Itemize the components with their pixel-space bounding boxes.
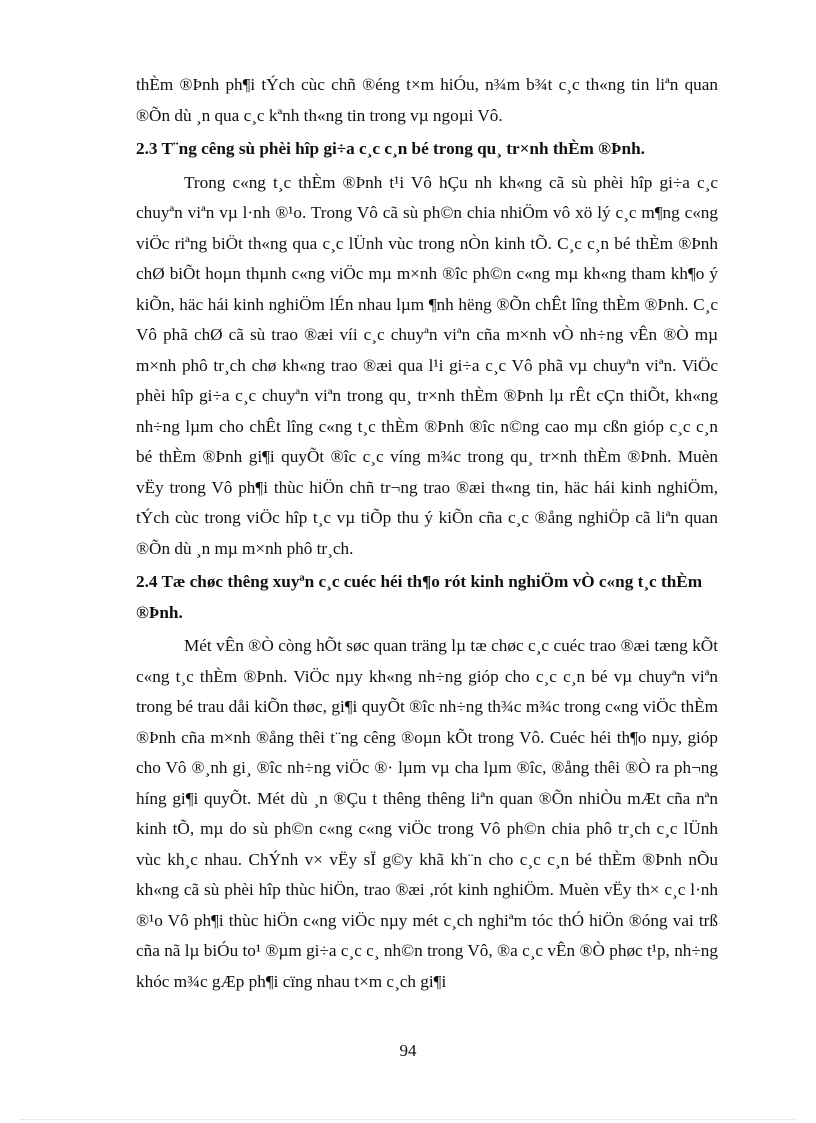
section-2-3-paragraph: Trong c«ng t¸c thÈm ®Þnh t¹i Vô hÇu nh kh«ng cã sù phèi hîp gi÷a c¸c chuyªn viªn vµ l·nh ®¹o. Trong Vô cã sù ph©n chia nhiÖm vô xö lý c¸c m¶ng c«ng viÖc riªng biÖt th«ng qua c¸c lÜnh vùc trong nÒn kinh tÕ. C¸c c¸n bé thÈm ®Þnh chØ biÕt hoµn thµnh c«ng viÖc mµ m×nh ®îc ph©n c«ng mµ kh«ng tham kh¶o ý kiÕn, häc hái kinh nghiÖm lÉn nhau lµm ¶nh hëng ®Õn chÊt lîng thÈm ®Þnh. C¸c Vô phã chØ cã sù trao ®æi víi c¸c chuyªn viªn cña m×nh vÒ nh÷ng vÊn ®Ò mµ m×nh phô tr¸ch chø kh«ng trao ®æi qua l¹i gi÷a c¸c Vô phã vµ chuyªn viªn. ViÖc phèi hîp gi÷a c¸c chuyªn viªn trong qu¸ tr×nh thÈm ®Þnh lµ rÊt cÇn thiÕt, kh«ng nh÷ng lµm cho chÊt lîng c«ng t¸c thÈm ®Þnh ®îc n©ng cao mµ cßn gióp c¸c c¸n bé thÈm ®Þnh gi¶i quyÕt ®îc c¸c víng m¾c trong qu¸ tr×nh thÈm ®Þnh. Muèn vËy trong Vô ph¶i thùc hiÖn chñ tr¬ng trao ®æi th«ng tin, häc hái kinh nghiÖm, tÝch cùc trong viÖc hîp t¸c vµ tiÕp thu ý kiÕn cña c¸c ®ång nghiÖp cã liªn quan ®Õn dù ¸n mµ m×nh phô tr¸ch. bbox=[136, 172, 718, 558]
section-heading-2-4: 2.4 Tæ chøc thêng xuyªn c¸c cuéc héi th¶o rót kinh nghiÖm vÒ c«ng t¸c thÈm ®Þnh. bbox=[136, 572, 703, 622]
document-page bbox=[136, 70, 718, 997]
section-heading-2-3: 2.3 T¨ng cêng sù phèi hîp gi÷a c¸c c¸n bé trong qu¸ tr×nh thÈm ®Þnh. bbox=[136, 139, 645, 158]
section-2-4-paragraph: Mét vÊn ®Ò còng hÕt søc quan träng lµ tæ chøc c¸c cuéc trao ®æi tæng kÕt c«ng t¸c thÈm ®Þnh. ViÖc nµy kh«ng nh÷ng gióp cho c¸c c¸n bé vµ chuyªn viªn trong bé trau dåi kiÕn thøc, gi¶i quyÕt ®îc nh÷ng th¾c m¾c trong c«ng viÖc thÈm ®Þnh cña m×nh ®ång thêi t¨ng cêng ®oµn kÕt trong Vô. Cuéc héi th¶o nµy, gióp cho Vô ®¸nh gi¸ ®îc nh÷ng viÖc ®· lµm vµ cha lµm ®îc, ®ång thêi ®Ò ra ph¬ng híng gi¶i quyÕt. Mét dù ¸n ®Çu t thêng thêng liªn quan ®Õn nhiÒu mÆt cña nªn kinh tÕ, mµ do sù ph©n c«ng c«ng viÖc trong Vô ph©n chia phô tr¸ch c¸c lÜnh vùc kh¸c nhau. ChÝnh v× vËy sÏ g©y khã kh¨n cho c¸c c¸n bé thÈm ®Þnh nÕu kh«ng cã sù phèi hîp thùc hiÖn, trao ®æi ,rót kinh nghiÖm. Muèn vËy th× c¸c l·nh ®¹o Vô ph¶i thùc hiÖn c«ng viÖc nµy mét c¸ch nghiªm tóc thÓ hiÖn ®óng vai trß cña nã lµ biÓu to¹ ®µm gi÷a c¸c c¸ nh©n trong Vô, ®a c¸c vÊn ®Ò phøc t¹p, nh÷ng khóc m¾c gÆp ph¶i cïng nhau t×m c¸ch gi¶i bbox=[136, 636, 718, 991]
bottom-divider bbox=[20, 1119, 796, 1120]
page-number: 94 bbox=[399, 1041, 417, 1060]
intro-paragraph: thÈm ®Þnh ph¶i tÝch cùc chñ ®éng t×m hiÓu, n¾m b¾t c¸c th«ng tin liªn quan ®Õn dù ¸n qua c¸c kªnh th«ng tin trong vµ ngoµi Vô. bbox=[136, 75, 718, 125]
